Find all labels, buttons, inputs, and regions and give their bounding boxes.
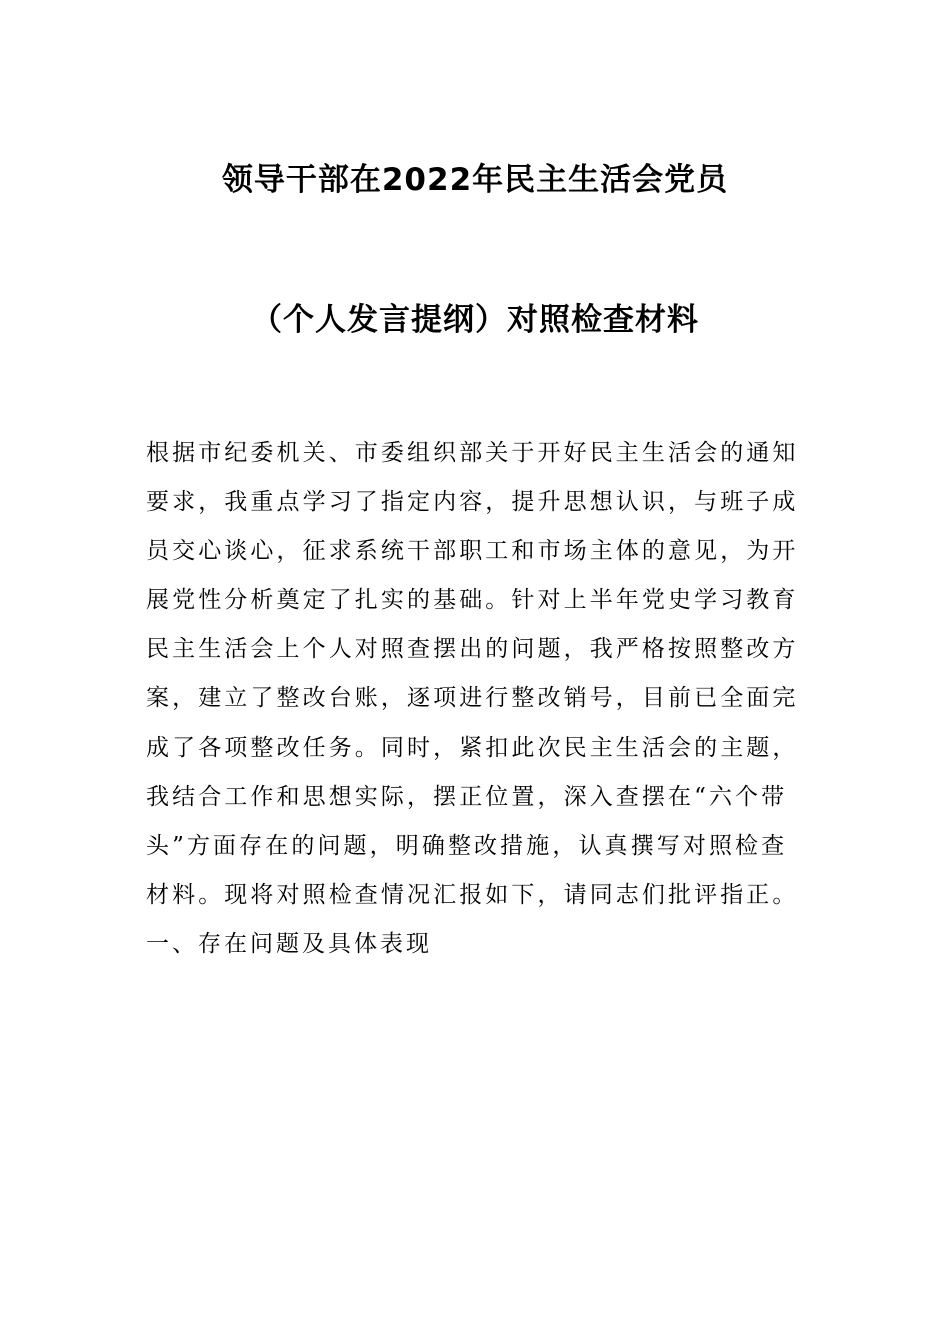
document-title-line-2: （个人发言提纲）对照检查材料 [251,302,699,338]
paragraph-line: 展党性分析奠定了扎实的基础。针对上半年党史学习教育 [146,587,799,614]
body-paragraph [146,429,806,920]
paragraph-line: 成了各项整改任务。同时，紧扣此次民主生活会的主题， [146,734,799,761]
paragraph-line: 头”方面存在的问题，明确整改措施，认真撰写对照检查 [146,832,788,859]
paragraph-line: 员交心谈心，征求系统干部职工和市场主体的意见，为开 [146,538,799,565]
paragraph-line: 材料。现将对照检查情况汇报如下，请同志们批评指正。 [146,881,799,908]
section-heading: 一、存在问题及具体表现 [146,931,432,957]
paragraph-line: 根据市纪委机关、市委组织部关于开好民主生活会的通知 [146,440,799,466]
document-title-line-1: 领导干部在2022年民主生活会党员 [221,162,729,198]
paragraph-line: 案，建立了整改台账，逐项进行整改销号，目前已全面完 [146,685,799,712]
paragraph-line: 要求，我重点学习了指定内容，提升思想认识，与班子成 [146,489,799,516]
paragraph-line: 民主生活会上个人对照查摆出的问题，我严格按照整改方 [146,636,799,663]
paragraph-line: 我结合工作和思想实际，摆正位置，深入查摆在“六个带 [146,783,788,810]
